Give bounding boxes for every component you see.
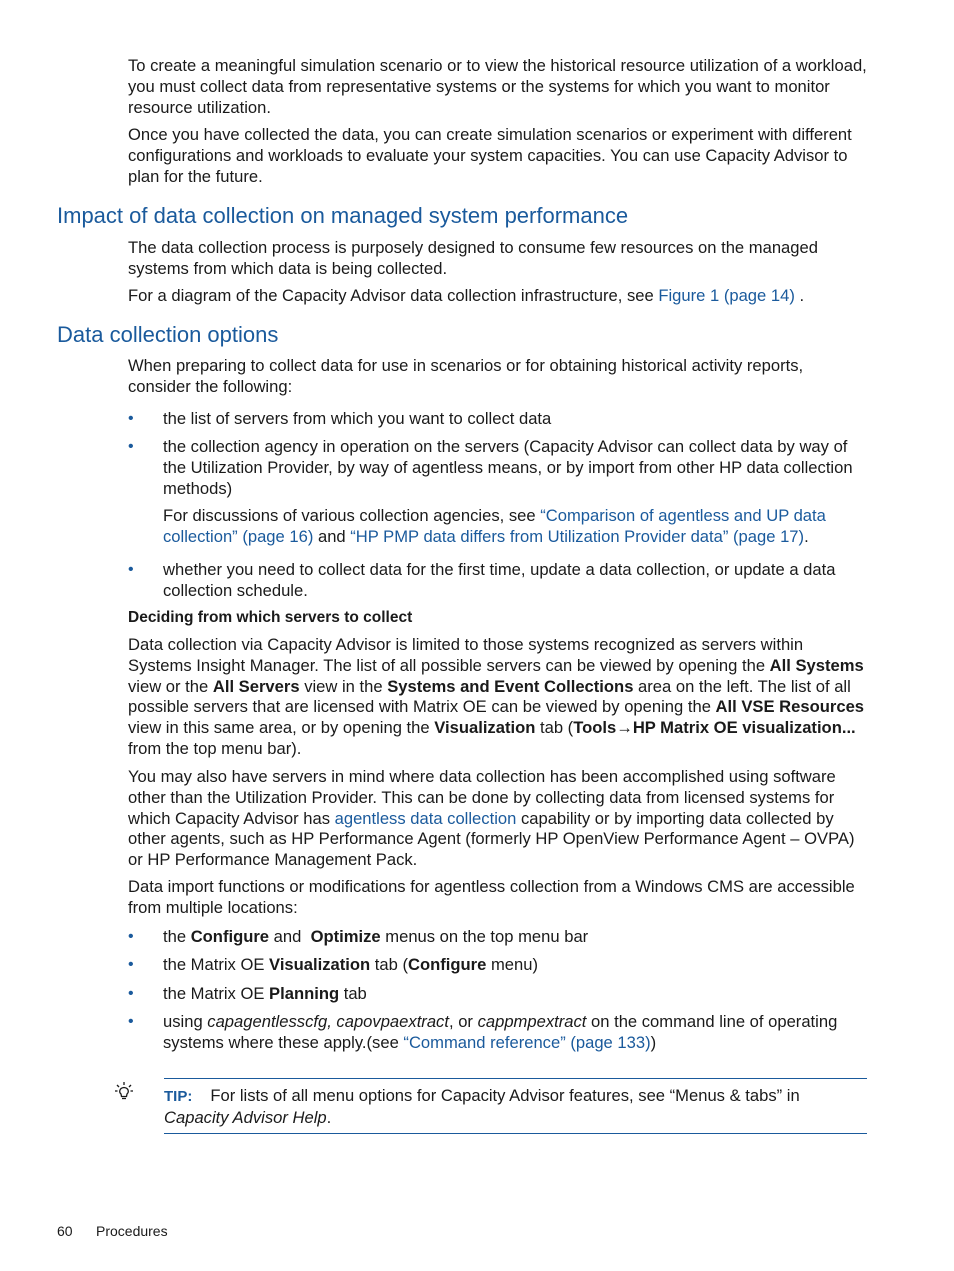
text-run: menus on the top menu bar <box>380 927 589 946</box>
bullet-icon: • <box>128 956 134 973</box>
bullet-text <box>163 1012 868 1054</box>
figure-1-link[interactable]: Figure 1 (page 14) <box>658 286 795 305</box>
bullet-text: whether you need to collect data for the first time, update a data collection, or update a data collection schedule. <box>163 560 836 600</box>
intro-paragraph-2: Once you have collected the data, you can create simulation scenarios or experiment with different configurations and workloads to evaluate your system capacities. You can use Capacity Advisor to plan for the future. <box>128 125 852 186</box>
comparison-agentless-link[interactable]: “Comparison of agentless and UP data collection” (page 16) <box>163 506 826 546</box>
text-run: the Matrix OE <box>163 984 270 1003</box>
text-run: ) <box>650 1032 657 1052</box>
heading-data-collection-options: Data collection options <box>57 322 279 347</box>
all-systems-label: All Systems <box>769 655 864 675</box>
collection-agencies-note <box>163 506 868 548</box>
systems-event-collections-label: Systems and Event Collections <box>387 676 634 696</box>
bullet-icon: • <box>128 438 134 455</box>
subheading-deciding: Deciding from which servers to collect <box>128 609 413 626</box>
intro-paragraph-1: To create a meaningful simulation scenario or to view the historical resource utilization of a workload, you must collect data from representative systems or the systems for which you want to monitor resource utilization. <box>128 56 867 117</box>
text-run: view in this same area, or by opening the <box>128 718 435 738</box>
bullet-icon: • <box>128 985 134 1002</box>
bullet-text <box>163 955 868 976</box>
configure-label: Configure <box>190 927 270 946</box>
tip-bottom-rule <box>164 1133 867 1134</box>
bullet-text <box>163 984 868 1005</box>
text-run: You may also have servers in mind where data collection has been accomplished using software other than the Utilization Provider. This can be done by collecting data from licensed systems for which Capacity Advisor has <box>128 767 836 828</box>
text-run: the <box>163 927 191 946</box>
tip-text <box>164 1086 864 1129</box>
all-servers-label: All Servers <box>212 676 300 696</box>
tip-label: TIP: <box>164 1088 193 1105</box>
text-run: For lists of all menu options for Capacity Advisor features, see “Menus & tabs” in <box>210 1086 800 1105</box>
bullet-icon: • <box>128 1013 134 1030</box>
bullet-text: the collection agency in operation on the servers (Capacity Advisor can collect data by way of the Utilization Provider, by way of agentless means, or by import from other HP data collection methods) <box>163 437 853 498</box>
impact-p2-suffix: . <box>794 286 805 305</box>
command-reference-link[interactable]: “Command reference” (page 133) <box>403 1032 651 1052</box>
tip-top-rule <box>164 1078 867 1079</box>
text-run: from the top menu bar). <box>128 738 302 758</box>
hp-pmp-data-link[interactable]: “HP PMP data differs from Utilization Provider data” (page 17) <box>350 526 805 546</box>
impact-p2-prefix: For a diagram of the Capacity Advisor data collection infrastructure, see <box>128 286 659 305</box>
bullet-icon: • <box>128 410 134 427</box>
impact-paragraph-1: The data collection process is purposely designed to consume few resources on the managed systems from which data is being collected. <box>128 238 818 278</box>
note-suffix: . <box>804 526 809 546</box>
command-names: capagentlesscfg, capovpaextract <box>207 1012 449 1031</box>
configure-label: Configure <box>408 955 487 974</box>
capacity-advisor-help-ref: Capacity Advisor Help <box>164 1107 327 1127</box>
deciding-paragraph-2 <box>128 767 868 871</box>
visualization-label: Visualization <box>269 955 371 974</box>
bullet-text: the list of servers from which you want to collect data <box>163 409 552 428</box>
hp-matrix-oe-visualization-label: HP Matrix OE visualization... <box>632 718 856 738</box>
menu-arrow-icon: → <box>616 718 633 738</box>
bullet-text <box>163 927 868 948</box>
all-vse-resources-label: All VSE Resources <box>715 697 865 717</box>
deciding-paragraph-3: Data import functions or modifications for agentless collection from a Windows CMS are accessible from multiple locations: <box>128 877 855 917</box>
text-run: tab ( <box>370 955 409 974</box>
page-footer <box>57 1222 168 1240</box>
impact-paragraph-2 <box>128 286 868 307</box>
text-run: area on the left. The list of all possible servers that are licensed with Matrix OE can be viewed by opening the <box>128 676 851 717</box>
command-name: cappmpextract <box>477 1012 587 1031</box>
text-run: on the command line of operating systems where these apply.(see <box>163 1012 838 1052</box>
lightbulb-icon <box>114 1081 134 1103</box>
text-run: , or <box>448 1012 478 1031</box>
text-run: the Matrix OE <box>163 955 270 974</box>
text-run: . <box>326 1107 332 1127</box>
text-run: Data collection via Capacity Advisor is limited to those systems recognized as servers within Systems Insight Manager. The list of all possible servers can be viewed by opening the <box>128 635 804 675</box>
note-prefix: For discussions of various collection agencies, see <box>163 506 541 525</box>
page-number: 60 <box>57 1223 73 1239</box>
text-run: tab ( <box>535 718 574 738</box>
visualization-label: Visualization <box>434 718 536 738</box>
text-run: tab <box>339 984 367 1003</box>
optimize-label: Optimize <box>310 927 381 946</box>
text-run: capability or by importing data collected by other agents, such as HP Performance Agent (formerly HP OpenView Performance Agent – OVPA) or HP Performance Management Pack. <box>128 808 855 870</box>
agentless-data-collection-link[interactable]: agentless data collection <box>334 808 517 828</box>
footer-section: Procedures <box>96 1223 168 1239</box>
text-run: using <box>163 1012 208 1031</box>
note-mid: and <box>313 526 351 546</box>
text-run: and <box>269 927 311 946</box>
bullet-icon: • <box>128 561 134 578</box>
heading-impact: Impact of data collection on managed system performance <box>57 203 629 228</box>
tools-menu-label: Tools <box>573 718 617 738</box>
text-run: view or the <box>128 676 213 696</box>
options-intro: When preparing to collect data for use in scenarios or for obtaining historical activity reports, consider the following: <box>128 356 804 396</box>
bullet-icon: • <box>128 928 134 945</box>
text-run: menu) <box>486 955 539 974</box>
text-run: view in the <box>299 676 388 696</box>
deciding-paragraph-1 <box>128 635 868 760</box>
planning-label: Planning <box>269 984 340 1003</box>
